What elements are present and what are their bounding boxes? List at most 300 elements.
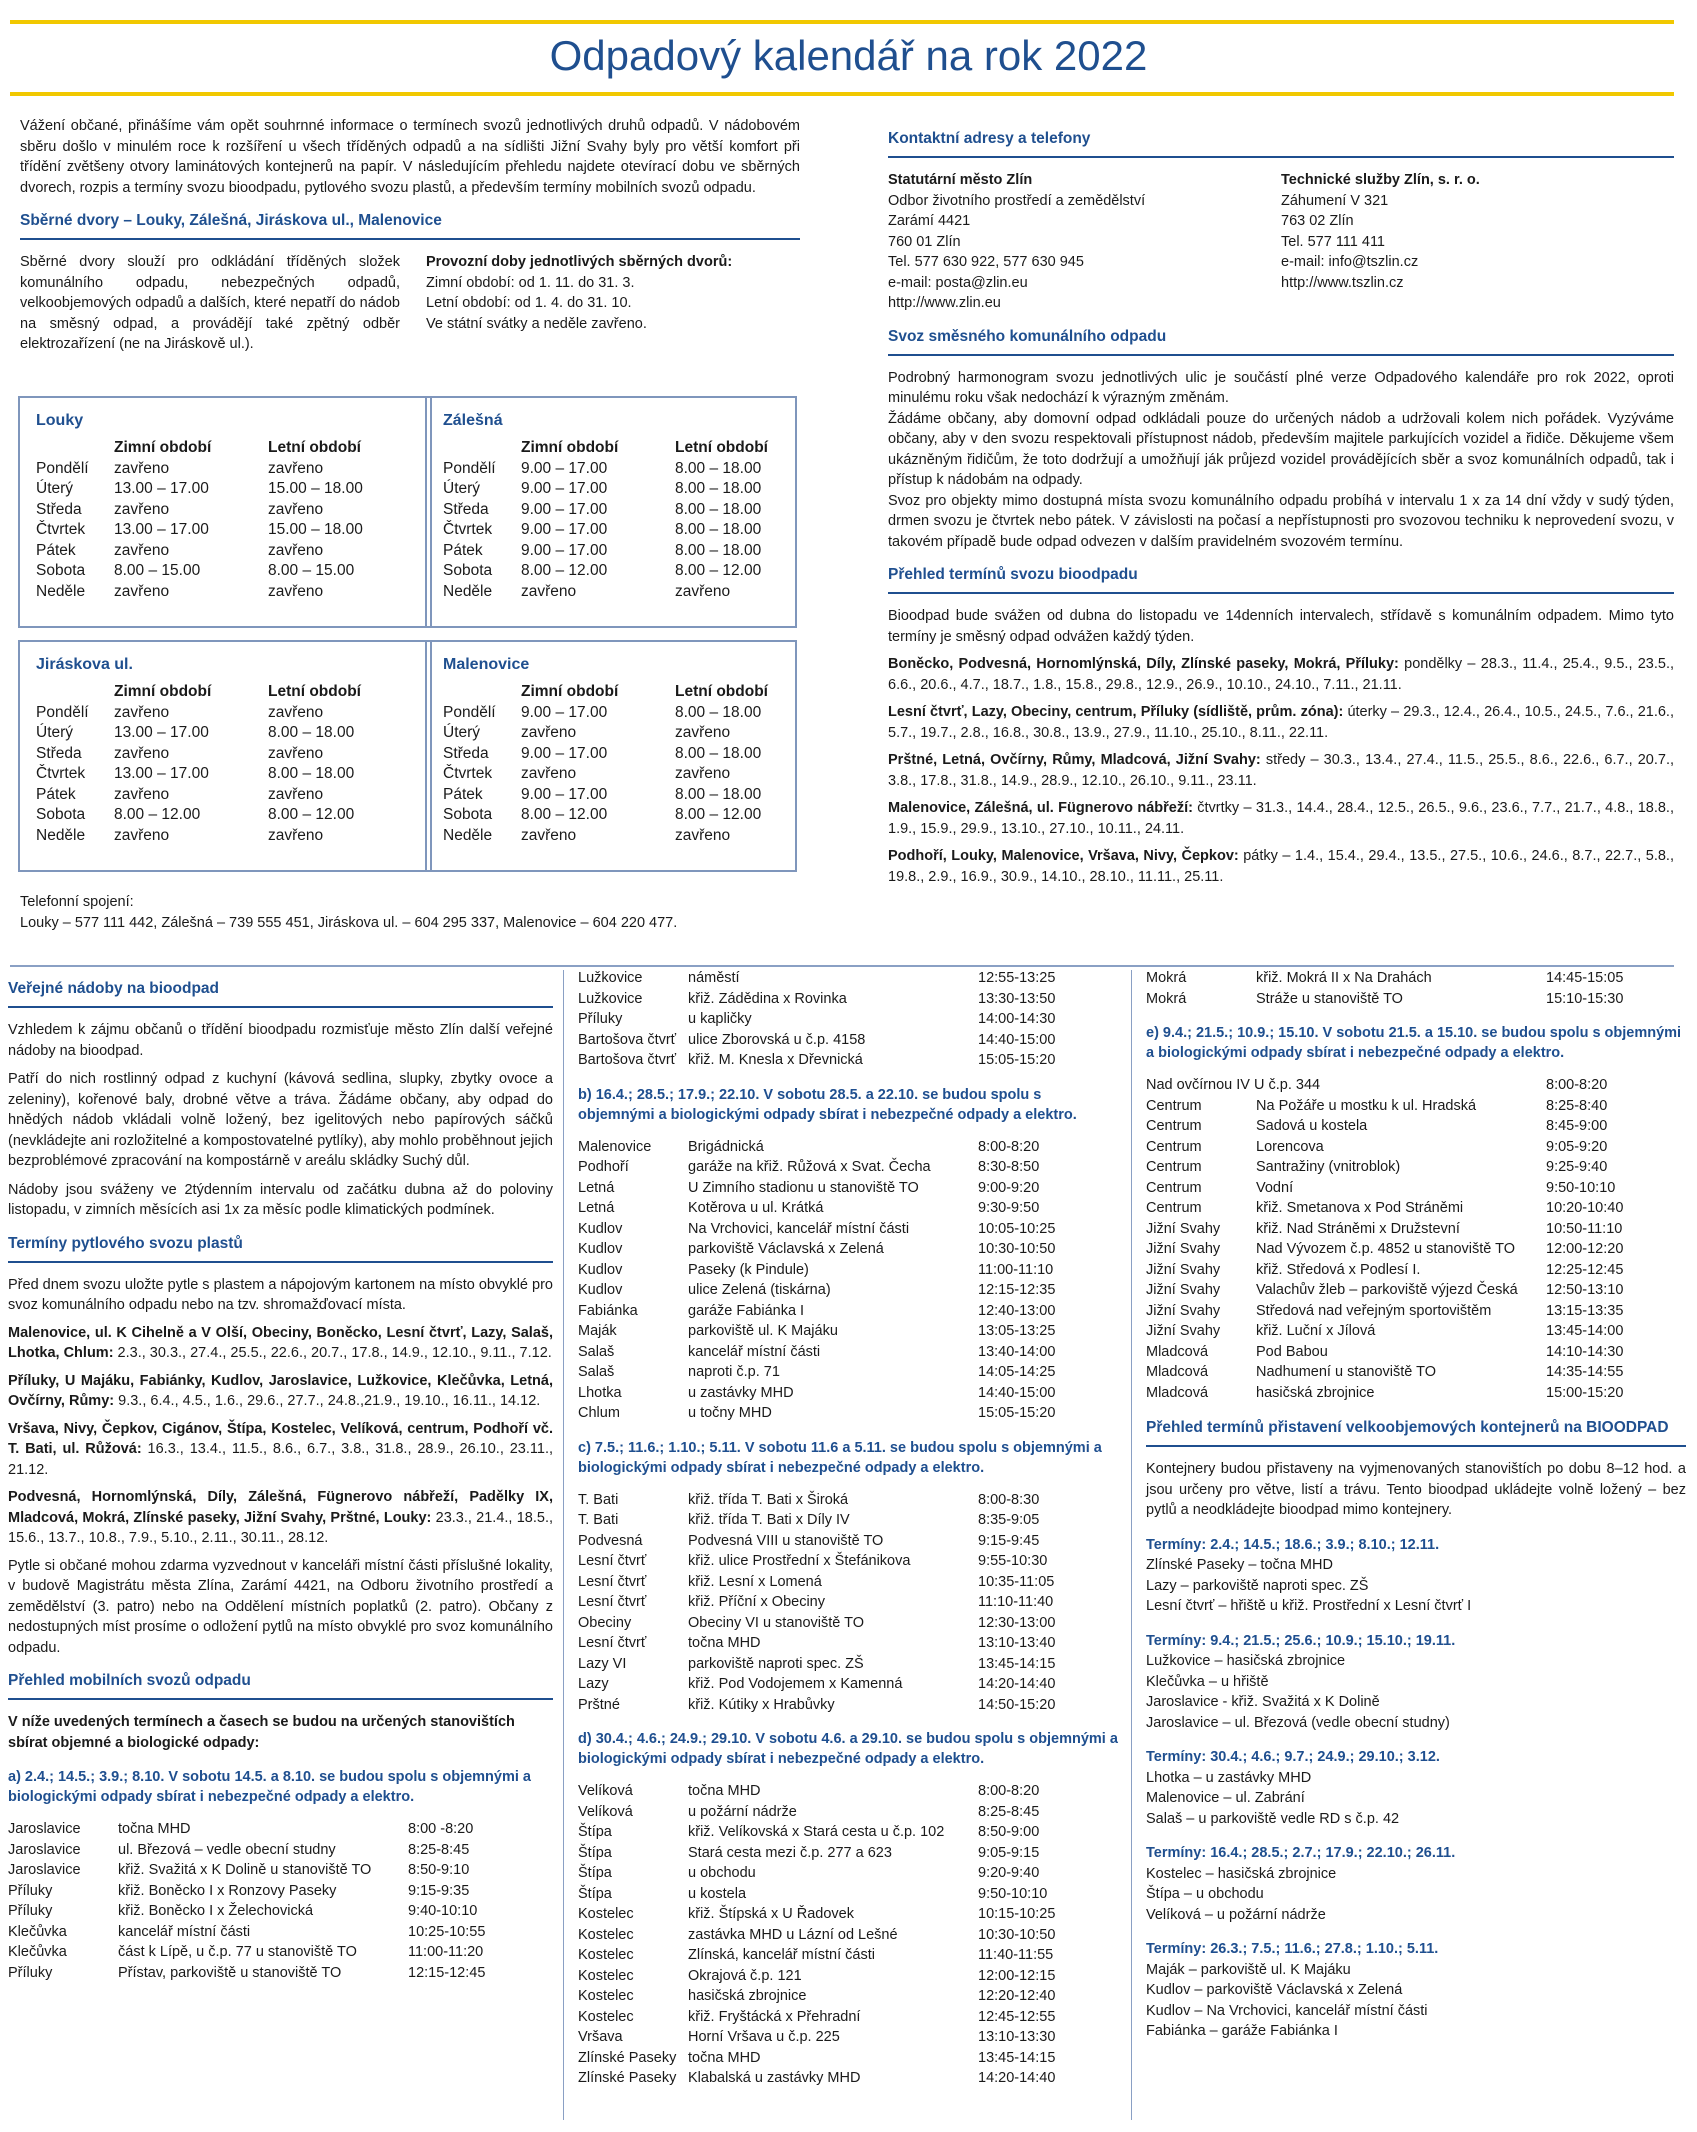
mobilni-row — [578, 1925, 1118, 1946]
mobilni-place: Lazy VI — [578, 1655, 627, 1672]
letni-cell: 8.00 – 18.00 — [675, 521, 762, 538]
mobilni-time: 13:05-13:25 — [978, 1323, 1056, 1339]
mobilni-location: křiž. Zádědina x Rovinka — [688, 990, 847, 1007]
mobilni-row — [578, 1157, 1118, 1178]
mobilni-place: Prštné — [578, 1696, 620, 1713]
letni-cell: 8.00 – 15.00 — [268, 562, 355, 579]
mobilni-time: 9:15-9:45 — [978, 1532, 1040, 1549]
zimni-cell: 8.00 – 12.00 — [521, 562, 608, 579]
zimni-cell: 8.00 – 15.00 — [114, 562, 201, 579]
day-cell: Pondělí — [36, 703, 89, 721]
mobilni-place: Jaroslavice — [8, 1821, 81, 1837]
mobilni-row — [578, 1219, 1118, 1240]
zimni-cell: 9.00 – 17.00 — [521, 521, 608, 538]
mobilni-location: křiž. Bоněcko I x Ronzovy Paseky — [118, 1882, 337, 1899]
mobilni-time: 8:25-8:45 — [978, 1803, 1040, 1820]
mobilni-time: 8:50-9:10 — [408, 1862, 470, 1878]
mobilni-place: Velíková — [578, 1803, 633, 1820]
mobilni-location: křiž. M. Knesla x Dřevnická — [688, 1052, 863, 1068]
zimni-cell: 8.00 – 12.00 — [521, 806, 608, 823]
mobilni-time: 14:35-14:55 — [1546, 1364, 1624, 1380]
zimni-cell: zavřeno — [114, 785, 170, 803]
mobilni-row — [578, 989, 1118, 1010]
letni-cell: 8.00 – 12.00 — [268, 806, 355, 823]
mobilni-location: garáže na křiž. Růžová x Svat. Čecha — [688, 1159, 931, 1175]
mobilni-row — [578, 1843, 1118, 1864]
mobilni-time: 14:20-14:40 — [978, 2070, 1056, 2086]
day-cell: Sobota — [443, 806, 493, 823]
letni-cell: zavřeno — [268, 744, 324, 762]
mobilni-location: garáže Fabiánka I — [688, 1302, 805, 1319]
mobilni-location: parkoviště Václavská x Zelená — [688, 1241, 884, 1257]
mobilni-time: 8:45-9:00 — [1546, 1118, 1608, 1134]
title-yellow-rule — [10, 92, 1674, 96]
mobilni-row — [578, 1863, 1118, 1884]
mobilni-place: Nad ovčírnou IV U č.p. 344 — [1146, 1077, 1321, 1093]
mobilni-location: u zastávky MHD — [688, 1384, 794, 1401]
mobilni-location: Na Vrchovici, kancelář místní části — [688, 1220, 910, 1237]
mobilni-location: parkoviště naproti spec. ZŠ — [688, 1655, 864, 1672]
letni-cell: 8.00 – 18.00 — [675, 480, 762, 497]
zimni-cell: 13.00 – 17.00 — [114, 521, 209, 538]
mobilni-place: Centrum — [1146, 1097, 1202, 1114]
mobilni-row — [578, 1239, 1118, 1260]
mobilni-place: Maják — [578, 1323, 617, 1339]
mobilni-place: Obeciny — [578, 1614, 632, 1631]
mobilni-time: 10:30-10:50 — [978, 1926, 1056, 1943]
mobilni-table — [578, 1137, 1118, 1424]
zimni-cell: 13.00 – 17.00 — [114, 765, 209, 782]
mobilni-group-title: c) 7.5.; 11.6.; 1.10.; 5.11. V sobotu 11.6 a 5.11. se budou spolu s objemnými a biologickými odpady sbírat i nebezpečné odpady a elektro. — [578, 1439, 1102, 1476]
plasty-place: Malenovice, ul. K Cihelně a V Olší, Obeciny, Bоněcko, Lesní čtvrť, Lazy, Salaš, Lhotka, Chlum: — [8, 1324, 553, 1361]
mobilni-location: křiž. Středová x Podlesí I. — [1256, 1261, 1421, 1278]
mobilni-place: Klečůvka — [8, 1944, 67, 1960]
mobilni-place: Centrum — [1146, 1138, 1202, 1155]
zimni-cell: zavřeno — [521, 826, 577, 844]
mobilni-time: 13:10-13:30 — [978, 2029, 1056, 2045]
mobilni-row — [578, 1802, 1118, 1823]
mobilni-location: Nad Vývozem č.p. 4852 u stanoviště TO — [1256, 1241, 1515, 1257]
mobilni-place: Podhoří — [578, 1159, 629, 1175]
day-cell: Pondělí — [36, 459, 89, 477]
mobilni-row — [1146, 1321, 1686, 1342]
velkoobjemove-intro: Kontejnery budou přistaveny na vyjmenovaných stanovištích po dobu 8–12 hod. a jsou určeny pro větve, listí a trávu. Tento bioodpad ukládejte volně ložený – bez pytlů a neodkládejte bioodpad mimo kontejnery. — [1146, 1461, 1686, 1518]
mobilni-time: 10:30-10:50 — [978, 1241, 1056, 1257]
letni-cell: zavřeno — [268, 500, 324, 518]
mobilni-location: u požární nádrže — [688, 1803, 797, 1820]
hours-row — [443, 561, 779, 582]
mobilni-place: Jižní Svahy — [1146, 1323, 1221, 1339]
bioodpad-intro: Bioodpad bude svážen od dubna do listopadu ve 14denních intervalech, střídavě s komunálním odpadem. Mimo tyto termíny je směsný odpad odvážen každý týden. — [888, 608, 1674, 645]
hours-header-blank — [443, 438, 521, 459]
mobilni-row — [578, 1510, 1118, 1531]
verejne-p1: Vzhledem k zájmu občanů o třídění bioodpadu rozmisťuje město Zlín další veřejné nádoby na bioodpad. — [8, 1022, 553, 1059]
velkoobjemove-location: Lužkovice – hasičská zbrojnice — [1146, 1653, 1346, 1669]
mobilni-table — [1146, 968, 1686, 1009]
mobilni-time: 13:40-14:00 — [978, 1343, 1056, 1360]
zimni-cell: 13.00 – 17.00 — [114, 724, 209, 741]
mobilni-row — [578, 1383, 1118, 1404]
mobilni-location: Pod Babou — [1256, 1343, 1328, 1360]
mobilni-row — [578, 1301, 1118, 1322]
mobilni-place: Kostelec — [578, 1988, 634, 2004]
mobilni-row — [578, 968, 1118, 989]
mobilni-time: 8:00-8:20 — [1546, 1077, 1608, 1093]
mobilni-row — [1146, 1137, 1686, 1158]
sberne-dvory-text: Sběrné dvory slouží pro odkládání tříděných složek komunálního odpadu, nebezpečných odpadů, velkoobjemových odpadů a dalších, které nepatří do nádob na směsný odpad, a provádějí také zpětný odběr elektrozařízení (ne na Jiráskově ul.). — [20, 254, 400, 352]
mobilni-place: Příluky — [8, 1903, 53, 1919]
mobilni-location: křiž. Velíkovská x Stará cesta u č.p. 102 — [688, 1824, 945, 1840]
mobilni-location: Středová nad veřejným sportovištěm — [1256, 1302, 1492, 1319]
letni-cell: 8.00 – 18.00 — [675, 744, 762, 762]
mobilni-row — [1146, 1280, 1686, 1301]
day-cell: Neděle — [36, 826, 86, 844]
sberny-dvur-name: Jiráskova ul. — [36, 656, 133, 673]
top-right-column — [888, 128, 1674, 894]
mobilni-place: Bartošova čtvrť — [578, 1031, 677, 1048]
mobilni-place: Bartošova čtvrť — [578, 1052, 677, 1068]
mobilni-group-title: a) 2.4.; 14.5.; 3.9.; 8.10. V sobotu 14.5. a 8.10. se budou spolu s objemnými a biologickými odpady sbírat i nebezpečné odpady a elektro. — [8, 1769, 531, 1805]
zimni-cell: zavřeno — [114, 703, 170, 721]
bioodpad-entry — [888, 654, 1674, 695]
velkoobjemove-location: Malenovice – ul. Zabrání — [1146, 1790, 1305, 1806]
mobilni-time: 9:50-10:10 — [978, 1885, 1048, 1902]
hours-row — [443, 479, 779, 500]
telefon-block — [20, 892, 810, 933]
letni-cell: 8.00 – 18.00 — [268, 724, 355, 741]
mobilni-row — [578, 1362, 1118, 1383]
mobilni-row — [578, 1137, 1118, 1158]
mobilni-time: 8:35-9:05 — [978, 1512, 1040, 1528]
day-cell: Úterý — [36, 724, 74, 741]
plasty-intro: Před dnem svozu uložte pytle s plastem a nápojovým kartonem na místo obvyklé pro svoz komunálního odpadu nebo na tzv. shromažďovací místa. — [8, 1276, 553, 1313]
mobilni-time: 8:25-8:40 — [1546, 1097, 1608, 1114]
zimni-cell: 13.00 – 17.00 — [114, 480, 209, 497]
mobilni-place: Kostelec — [578, 1906, 634, 1922]
verejne-p2: Patří do nich rostlinný odpad z kuchyní (kávová sedlina, slupky, zbytky ovoce a zeleniny), kořenové baly, drobné větve a tráva. Žádáme občany, aby odpad do hnědých nádob vkládali volně ložený, bez igelitových nebo papírových sáčků (nevkládejte ani rozložitelné a kompostovatelné pytlíky), aby mohlo proběhnout jejich bezproblémové zpracování na kompostárně v areálu skládky Suchý důl. — [8, 1071, 553, 1169]
mobilni-row — [578, 1654, 1118, 1675]
bioodpad-dates: úterky – 29.3., 12.4., 26.4., 10.5., 24.5., 7.6., 21.6., 5.7., 19.7., 2.8., 16.8., 30.8., 13.9., 27.9., 11.10., 25.10., 8.11., 22.11. — [888, 704, 1674, 741]
mobilni-time: 11:00-11:10 — [978, 1261, 1054, 1278]
letni-cell: zavřeno — [268, 541, 324, 559]
hours-row — [36, 561, 414, 582]
mobilni-place: T. Bati — [578, 1512, 619, 1528]
hours-row — [36, 520, 414, 541]
hours-header-zimni: Zimní období — [114, 683, 212, 700]
velkoobjemove-term-title: Termíny: 16.4.; 28.5.; 2.7.; 17.9.; 22.10.; 26.11. — [1146, 1845, 1456, 1861]
mobilni-row — [578, 2007, 1118, 2028]
mobilni-location: Sadová u kostela — [1256, 1118, 1368, 1134]
mobilni-location: parkoviště ul. K Majáku — [688, 1323, 838, 1339]
mobilni-row — [578, 1178, 1118, 1199]
verejne-p3: Nádoby jsou sváženy ve 2týdenním intervalu od začátku dubna až do poloviny listopadu, v zimních měsících asi 1x za měsíc podle klimatických podmínek. — [8, 1181, 553, 1218]
velkoobjemove-location: Zlínské Paseky – točna MHD — [1146, 1557, 1333, 1573]
mobilni-place: Příluky — [8, 1964, 53, 1981]
letni-cell: 8.00 – 12.00 — [675, 806, 762, 823]
hours-row — [443, 723, 779, 744]
velkoobjemove-term-title: Termíny: 2.4.; 14.5.; 18.6.; 3.9.; 8.10.; 12.11. — [1146, 1536, 1440, 1553]
mobilni-location: křiž. třída T. Bati x Díly IV — [688, 1512, 850, 1528]
mobilni-location: u kapličky — [688, 1011, 752, 1027]
mobilni-location: křiž. Nad Stráněmi x Družstevní — [1256, 1220, 1460, 1237]
mobilni-location: točna MHD — [688, 1635, 761, 1651]
mobilni-place: Jižní Svahy — [1146, 1220, 1221, 1237]
mobilni-time: 10:20-10:40 — [1546, 1200, 1624, 1216]
provozni-doby — [426, 252, 800, 355]
mobilni-row — [578, 1009, 1118, 1030]
contact-line: 760 01 Zlín — [888, 233, 961, 250]
day-cell: Pátek — [443, 541, 483, 559]
mobilni-time: 14:00-14:30 — [978, 1011, 1056, 1027]
mobilni-time: 8:00-8:20 — [978, 1783, 1040, 1799]
hours-row — [443, 785, 779, 806]
hours-row — [36, 703, 414, 724]
provozni-line: Zimní období: od 1. 11. do 31. 3. — [426, 274, 635, 291]
telefon-text: Louky – 577 111 442, Zálešná – 739 555 451, Jiráskova ul. – 604 295 337, Malenovice – 604 220 477. — [20, 914, 678, 931]
mobilni-place: Centrum — [1146, 1118, 1202, 1134]
hours-header-blank — [36, 682, 114, 703]
contact-email: e-mail: info@tszlin.cz — [1281, 254, 1419, 270]
mobilni-place: Centrum — [1146, 1200, 1202, 1216]
contact-email: e-mail: posta@zlin.eu — [888, 274, 1028, 291]
mobilni-group-title: d) 30.4.; 4.6.; 24.9.; 29.10. V sobotu 4.6. a 29.10. se budou spolu s objemnými a biologickými odpady sbírat i nebezpečné odpady a elektro. — [578, 1731, 1118, 1767]
day-cell: Pátek — [443, 785, 483, 803]
mobilni-place: Mladcová — [1146, 1384, 1209, 1401]
plasty-dates: 9.3., 6.4., 4.5., 1.6., 29.6., 27.7., 24.8.,21.9., 19.10., 16.11., 14.12. — [114, 1393, 541, 1409]
velkoobjemove-location: Lazy – parkoviště naproti spec. ZŠ — [1146, 1577, 1369, 1594]
intro-text: Vážení občané, přinášíme vám opět souhrnné informace o termínech svozů jednotlivých druhů odpadů. V nádobovém sběru došlo v minulém roce k rozšíření u všech tříděných odpadů a na sídlišti Jižní Svahy byly pro větší komfort při třídění zvětšeny otvory laminátových kontejnerů na papír. V následujícím přehledu najdete otevírací dobu ve sběrných dvorech, rozpis a termíny svozu bioodpadu, pytlového svozu plastů, a především termíny mobilních svozů odpadu. — [20, 118, 800, 196]
mobilni-location: Přístav, parkoviště u stanoviště TO — [118, 1964, 342, 1981]
smesny-p2: Žádáme občany, aby domovní odpad odkládali pouze do určených nádob a udržovali kolem nich pořádek. Vyzýváme občany, aby v den svozu respektovali přístupnost nádob, především majitele parkujících vozidel a řidiče. Děkujeme všem ukázněným řidičům, že toto dodržují a umožňují ják průjezd vozidel provádějících sběr a svoz komunálních odpadů, tak i přístup k nádobám na odpady. — [888, 410, 1674, 488]
mobilni-location: křiž. Bоněcko I x Želechovická — [118, 1903, 314, 1919]
hours-row — [36, 826, 414, 847]
mobilni-time: 15:05-15:20 — [978, 1405, 1056, 1421]
mobilni-time: 9:25-9:40 — [1546, 1159, 1608, 1175]
velkoobjemove-location: Kostelec – hasičská zbrojnice — [1146, 1865, 1337, 1882]
mobilni-row — [1146, 1362, 1686, 1383]
zimni-cell: 9.00 – 17.00 — [521, 744, 608, 762]
mobilni-place: Mokrá — [1146, 970, 1187, 986]
mobilni-location: křiž. Luční x Jílová — [1256, 1323, 1376, 1339]
bioodpad-heading: Přehled termínů svozu bioodpadu — [888, 564, 1674, 594]
mobilni-time: 13:45-14:15 — [978, 2049, 1056, 2066]
mobilni-location: Stráže u stanoviště TO — [1256, 990, 1403, 1007]
mobilni-location: Okrajová č.p. 121 — [688, 1967, 802, 1984]
contact-grid — [888, 170, 1674, 314]
mobilni-location: křiž. Smetanova x Pod Stráněmi — [1256, 1200, 1464, 1216]
bioodpad-place: Malenovice, Zálešná, ul. Fügnerovo nábřeží: — [888, 800, 1193, 816]
contact-line: 763 02 Zlín — [1281, 213, 1354, 229]
mobilni-place: Kudlov — [578, 1241, 623, 1257]
mobilni-time: 8:30-8:50 — [978, 1159, 1040, 1175]
mobilni-row — [578, 1030, 1118, 1051]
hours-table — [36, 438, 414, 602]
sberne-dvory-heading: Sběrné dvory – Louky, Zálešná, Jiráskova ul., Malenovice — [20, 210, 800, 240]
sberny-dvur-box — [425, 396, 797, 628]
velkoobjemove-terms — [1146, 1535, 1686, 2042]
mobilni-row — [578, 1781, 1118, 1802]
smesny-heading: Svoz směsného komunálního odpadu — [888, 326, 1674, 356]
hours-row — [443, 541, 779, 562]
velkoobjemove-location: Jaroslavice - křiž. Svažitá x K Dolině — [1146, 1694, 1380, 1710]
mobilni-table — [578, 1781, 1118, 2089]
mobilni-time: 12:55-13:25 — [978, 970, 1056, 986]
mobilni-location: ulice Zborovská u č.p. 4158 — [688, 1031, 866, 1048]
velkoobjemove-location: Maják – parkoviště ul. K Majáku — [1146, 1961, 1351, 1978]
mobilni-place: Letná — [578, 1200, 615, 1216]
plasty-entry — [8, 1487, 553, 1549]
mobilni-intro: V níže uvedených termínech a časech se budou na určených stanovištích sbírat objemné a biologické odpady: — [8, 1714, 515, 1751]
contact-phone: Tel. 577 630 922, 577 630 945 — [888, 254, 1084, 270]
day-cell: Čtvrtek — [36, 765, 86, 782]
mobilni-heading: Přehled mobilních svozů odpadu — [8, 1670, 553, 1700]
mobilni-location: točna MHD — [118, 1821, 191, 1837]
mobilni-location: hasičská zbrojnice — [1256, 1384, 1375, 1401]
mobilni-location: Podvesná VIII u stanoviště TO — [688, 1532, 884, 1549]
mobilni-time: 8:25-8:45 — [408, 1841, 470, 1858]
zimni-cell: zavřeno — [114, 459, 170, 477]
mobilni-place: Kudlov — [578, 1261, 623, 1278]
day-cell: Sobota — [36, 562, 86, 579]
day-cell: Středa — [36, 744, 82, 762]
velkoobjemove-location: Klečůvka – u hřiště — [1146, 1673, 1269, 1690]
letni-cell: 8.00 – 18.00 — [675, 785, 762, 803]
hours-header-blank — [36, 438, 114, 459]
smesny-text — [888, 368, 1674, 553]
hours-row — [443, 459, 779, 480]
mobilni-row — [8, 1963, 553, 1984]
top-left-column — [20, 116, 800, 355]
mobilni-location: točna MHD — [688, 2049, 761, 2066]
mobilni-groups-col-3 — [1146, 968, 1686, 1403]
zimni-cell: zavřeno — [114, 826, 170, 844]
mobilni-row — [1146, 1219, 1686, 1240]
hours-row — [443, 500, 779, 521]
mobilni-location: křiž. Příční x Obeciny — [688, 1594, 825, 1610]
contact-mesto — [888, 170, 1281, 314]
mobilni-location: křiž. Štípská x U Řadovek — [688, 1906, 854, 1922]
contact-line: Záhumení V 321 — [1281, 192, 1389, 209]
sberny-dvur-name: Zálešná — [443, 412, 503, 429]
mobilni-row — [578, 1490, 1118, 1511]
mobilni-place: Příluky — [578, 1011, 623, 1027]
mobilni-row — [8, 1922, 553, 1943]
mobilni-row — [1146, 1383, 1686, 1404]
zimni-cell: zavřeno — [114, 500, 170, 518]
bioodpad-place: Prštné, Letná, Ovčírny, Růmy, Mladcová, Jižní Svahy: — [888, 752, 1261, 768]
mobilni-row — [1146, 1096, 1686, 1117]
hours-header-letni: Letní období — [268, 683, 361, 700]
mobilni-location: u kostela — [688, 1885, 747, 1902]
contact-phone: Tel. 577 111 411 — [1281, 233, 1385, 250]
mobilni-place: Kostelec — [578, 2008, 634, 2025]
mobilni-place: Chlum — [578, 1405, 620, 1421]
plasty-entry — [8, 1323, 553, 1364]
mobilni-row — [578, 1321, 1118, 1342]
bioodpad-dates: čtvrtky – 31.3., 14.4., 28.4., 12.5., 26.5., 9.6., 23.6., 7.7., 21.7., 4.8., 18.8., 1.9., 15.9., 29.9., 13.10., 27.10., 10.11., 24.11. — [888, 800, 1674, 837]
bioodpad-dates: pátky – 1.4., 15.4., 29.4., 13.5., 27.5., 10.6., 24.6., 8.7., 22.7., 5.8., 19.8., 2.9., 16.9., 30.9., 14.10., 28.10., 11.11., 25.11. — [888, 848, 1674, 885]
mobilni-place: Salaš — [578, 1343, 615, 1360]
mobilni-row — [1146, 1178, 1686, 1199]
mobilni-groups-col-1 — [8, 1767, 553, 1983]
mobilni-row — [8, 1942, 553, 1963]
mobilni-row — [1146, 1239, 1686, 1260]
mobilni-time: 12:00-12:20 — [1546, 1241, 1624, 1257]
day-cell: Středa — [36, 500, 82, 518]
bioodpad-place: Bоněcko, Podvesná, Hornomlýnská, Díly, Zlínské paseky, Mokrá, Příluky: — [888, 656, 1399, 672]
letni-cell: zavřeno — [268, 582, 324, 600]
bioodpad-place: Podhoří, Louky, Malenovice, Vršava, Nivy, Čepkov: — [888, 848, 1239, 864]
plasty-dates: 16.3., 13.4., 11.5., 8.6., 6.7., 3.8., 31.8., 28.9., 26.10., 23.11., 21.12. — [8, 1441, 554, 1478]
mobilni-time: 12:15-12:45 — [408, 1964, 486, 1981]
mobilni-location: kancelář místní části — [688, 1343, 821, 1360]
mobilni-location: kancelář místní části — [118, 1923, 251, 1940]
mobilni-time: 12:50-13:10 — [1546, 1282, 1624, 1298]
mobilni-row — [578, 1633, 1118, 1654]
mobilni-place: Kudlov — [578, 1220, 623, 1237]
mobilni-row — [578, 2027, 1118, 2048]
day-cell: Sobota — [36, 806, 86, 823]
mobilni-time: 10:25-10:55 — [408, 1923, 486, 1940]
mobilni-location: Valachův žleb – parkoviště výjezd Česká — [1256, 1282, 1518, 1298]
mobilni-time: 9:55-10:30 — [978, 1553, 1048, 1569]
mobilni-place: Jižní Svahy — [1146, 1261, 1221, 1278]
mobilni-place: Velíková — [578, 1783, 633, 1799]
mobilni-place: Kostelec — [578, 1926, 634, 1943]
hours-row — [36, 459, 414, 480]
mobilni-location: točna MHD — [688, 1783, 761, 1799]
mobilni-location: Klabalská u zastávky MHD — [688, 2070, 861, 2086]
mobilni-time: 13:10-13:40 — [978, 1635, 1056, 1651]
mobilni-place: Zlínské Paseky — [578, 2070, 677, 2086]
zimni-cell: zavřeno — [521, 765, 577, 782]
mobilni-location: Vodní — [1256, 1179, 1294, 1196]
mobilni-place: Mokrá — [1146, 990, 1187, 1007]
bioodpad-entry — [888, 750, 1674, 791]
letni-cell: 8.00 – 18.00 — [675, 459, 762, 477]
mobilni-location: ulice Zelená (tiskárna) — [688, 1282, 831, 1298]
letni-cell: 8.00 – 18.00 — [675, 541, 762, 559]
mobilni-time: 9:30-9:50 — [978, 1200, 1040, 1216]
plasty-heading: Termíny pytlového svozu plastů — [8, 1233, 553, 1263]
mobilni-time: 9:00-9:20 — [978, 1179, 1040, 1196]
mobilni-place: Lužkovice — [578, 990, 643, 1007]
mobilni-time: 14:40-15:00 — [978, 1031, 1056, 1048]
hours-row — [443, 744, 779, 765]
mobilni-row — [8, 1881, 553, 1902]
day-cell: Sobota — [443, 562, 493, 579]
day-cell: Úterý — [443, 724, 481, 741]
mobilni-location: křiž. ulice Prostřední x Štefánikova — [688, 1553, 911, 1569]
hours-row — [36, 723, 414, 744]
column-divider — [1131, 970, 1132, 2120]
page-title: Odpadový kalendář na rok 2022 — [549, 32, 1148, 79]
letni-cell: zavřeno — [268, 785, 324, 803]
mobilni-place: Letná — [578, 1179, 615, 1196]
mobilni-place: Jaroslavice — [8, 1841, 81, 1858]
mobilni-time: 10:15-10:25 — [978, 1906, 1056, 1922]
bottom-col-2 — [578, 968, 1118, 2089]
hours-row — [443, 520, 779, 541]
mobilni-time: 12:00-12:15 — [978, 1967, 1056, 1984]
mobilni-row — [578, 1674, 1118, 1695]
mobilni-table — [8, 1819, 553, 1983]
mobilni-row — [1146, 989, 1686, 1010]
section-divider — [10, 965, 1674, 967]
mobilni-row — [1146, 1075, 1686, 1096]
mobilni-location: Nadhumení u stanoviště TO — [1256, 1364, 1437, 1380]
mobilni-row — [578, 1403, 1118, 1424]
